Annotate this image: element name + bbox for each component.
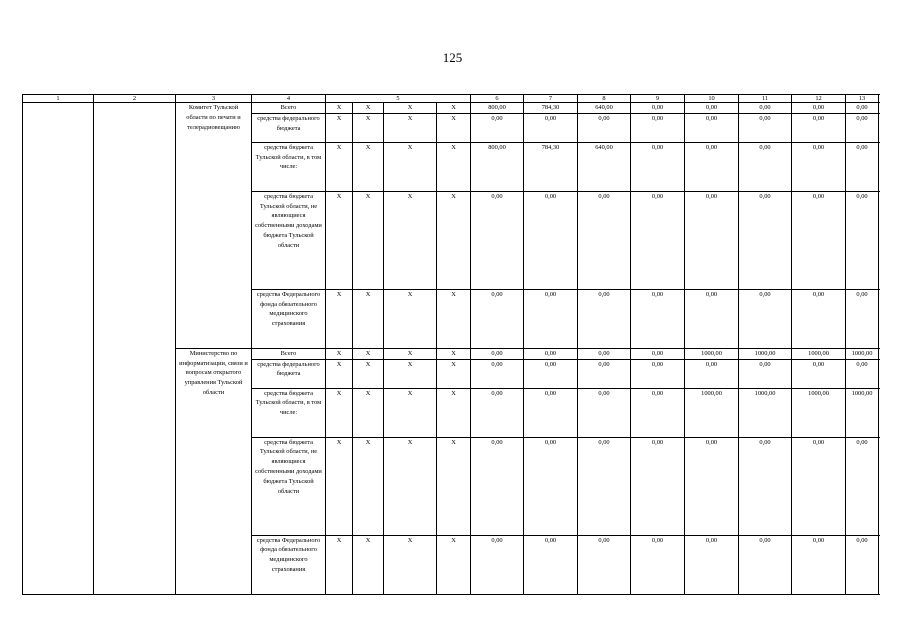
value-cell-col-6: 800,00 — [471, 103, 524, 114]
funding-source-label: средства Федерального фонда обязательного медицинского страхования — [252, 535, 326, 594]
value-cell-col-8: 0,00 — [578, 437, 631, 535]
value-cell-col-6: 0,00 — [471, 388, 524, 437]
header-cell-6: 6 — [471, 95, 524, 103]
value-cell-col-10: 1000,00 — [685, 388, 739, 437]
table-body — [23, 95, 879, 595]
funding-source-label: средства федерального бюджета — [252, 359, 326, 388]
x-mark: X — [326, 142, 353, 191]
value-cell-col-10: 0,00 — [685, 289, 739, 348]
x-mark: X — [437, 103, 471, 114]
value-cell-col-13: 0,00 — [846, 437, 879, 535]
value-cell-col-12: 0,00 — [792, 113, 846, 142]
x-mark: X — [353, 359, 384, 388]
value-cell-col-11: 1000,00 — [739, 388, 792, 437]
value-cell-col-7: 0,00 — [524, 535, 578, 594]
x-mark: X — [384, 103, 437, 114]
header-cell-11: 11 — [739, 95, 792, 103]
header-cell-8: 8 — [578, 95, 631, 103]
header-cell-13: 13 — [846, 95, 879, 103]
value-cell-col-11: 0,00 — [739, 103, 792, 114]
funding-source-label: средства бюджета Тульской области, не являющиеся собственными доходами бюджета Тульской области — [252, 191, 326, 289]
header-cell-5: 5 — [326, 95, 471, 103]
value-cell-col-10: 0,00 — [685, 437, 739, 535]
value-cell-col-6: 0,00 — [471, 359, 524, 388]
value-cell-col-12: 0,00 — [792, 142, 846, 191]
value-cell-col-12: 0,00 — [792, 535, 846, 594]
funding-source-label: средства федерального бюджета — [252, 113, 326, 142]
value-cell-col-8: 640,00 — [578, 142, 631, 191]
table-row — [23, 103, 879, 114]
value-cell-col-7: 0,00 — [524, 388, 578, 437]
value-cell-col-11: 0,00 — [739, 142, 792, 191]
header-cell-7: 7 — [524, 95, 578, 103]
x-mark: X — [353, 388, 384, 437]
funding-source-label: средства бюджета Тульской области, не являющиеся собственными доходами бюджета Тульской области — [252, 437, 326, 535]
header-cell-3: 3 — [176, 95, 252, 103]
x-mark: X — [326, 348, 353, 359]
x-mark: X — [437, 113, 471, 142]
value-cell-col-8: 0,00 — [578, 191, 631, 289]
value-cell-col-13: 0,00 — [846, 289, 879, 348]
x-mark: X — [384, 113, 437, 142]
x-mark: X — [353, 142, 384, 191]
value-cell-col-9: 0,00 — [631, 103, 685, 114]
value-cell-col-12: 0,00 — [792, 103, 846, 114]
value-cell-col-7: 0,00 — [524, 191, 578, 289]
value-cell-col-8: 0,00 — [578, 289, 631, 348]
value-cell-col-13: 0,00 — [846, 191, 879, 289]
header-cell-2: 2 — [94, 95, 176, 103]
funding-source-label: средства бюджета Тульской области, в том числе: — [252, 388, 326, 437]
funding-source-label: средства бюджета Тульской области, в том числе: — [252, 142, 326, 191]
value-cell-col-10: 1000,00 — [685, 348, 739, 359]
x-mark: X — [326, 359, 353, 388]
x-mark: X — [384, 388, 437, 437]
x-mark: X — [437, 191, 471, 289]
x-mark: X — [353, 191, 384, 289]
value-cell-col-7: 0,00 — [524, 437, 578, 535]
value-cell-col-9: 0,00 — [631, 535, 685, 594]
x-mark: X — [353, 113, 384, 142]
value-cell-col-8: 0,00 — [578, 113, 631, 142]
value-cell-col-13: 0,00 — [846, 103, 879, 114]
x-mark: X — [326, 113, 353, 142]
x-mark: X — [353, 437, 384, 535]
value-cell-col-11: 0,00 — [739, 289, 792, 348]
x-mark: X — [437, 348, 471, 359]
value-cell-col-9: 0,00 — [631, 437, 685, 535]
x-mark: X — [437, 535, 471, 594]
x-mark: X — [437, 388, 471, 437]
value-cell-col-12: 1000,00 — [792, 388, 846, 437]
header-cell-12: 12 — [792, 95, 846, 103]
x-mark: X — [353, 535, 384, 594]
value-cell-col-9: 0,00 — [631, 289, 685, 348]
value-cell-col-10: 0,00 — [685, 113, 739, 142]
x-mark: X — [326, 103, 353, 114]
x-mark: X — [326, 289, 353, 348]
header-cell-9: 9 — [631, 95, 685, 103]
x-mark: X — [353, 103, 384, 114]
value-cell-col-9: 0,00 — [631, 388, 685, 437]
x-mark: X — [353, 289, 384, 348]
value-cell-col-8: 0,00 — [578, 359, 631, 388]
funding-source-label: средства Федерального фонда обязательного медицинского страхования — [252, 289, 326, 348]
x-mark: X — [437, 142, 471, 191]
value-cell-col-11: 0,00 — [739, 437, 792, 535]
value-cell-col-7: 0,00 — [524, 113, 578, 142]
value-cell-col-7: 0,00 — [524, 359, 578, 388]
value-cell-col-13: 0,00 — [846, 113, 879, 142]
x-mark: X — [384, 142, 437, 191]
organization-name: Комитет Тульской области по печати и телерадиовещанию — [176, 103, 252, 349]
header-row — [23, 95, 879, 103]
col-2-cell — [94, 103, 176, 595]
value-cell-col-13: 1000,00 — [846, 348, 879, 359]
value-cell-col-12: 0,00 — [792, 289, 846, 348]
x-mark: X — [384, 437, 437, 535]
x-mark: X — [326, 535, 353, 594]
value-cell-col-8: 0,00 — [578, 535, 631, 594]
value-cell-col-10: 0,00 — [685, 142, 739, 191]
x-mark: X — [326, 388, 353, 437]
x-mark: X — [437, 437, 471, 535]
value-cell-col-11: 0,00 — [739, 113, 792, 142]
value-cell-col-7: 0,00 — [524, 348, 578, 359]
value-cell-col-13: 1000,00 — [846, 388, 879, 437]
value-cell-col-7: 784,30 — [524, 103, 578, 114]
value-cell-col-12: 0,00 — [792, 191, 846, 289]
value-cell-col-11: 1000,00 — [739, 348, 792, 359]
value-cell-col-8: 640,00 — [578, 103, 631, 114]
value-cell-col-9: 0,00 — [631, 142, 685, 191]
value-cell-col-13: 0,00 — [846, 359, 879, 388]
value-cell-col-6: 0,00 — [471, 348, 524, 359]
value-cell-col-9: 0,00 — [631, 359, 685, 388]
value-cell-col-12: 0,00 — [792, 359, 846, 388]
value-cell-col-13: 0,00 — [846, 535, 879, 594]
value-cell-col-8: 0,00 — [578, 388, 631, 437]
value-cell-col-11: 0,00 — [739, 535, 792, 594]
x-mark: X — [437, 289, 471, 348]
col-1-cell — [23, 103, 94, 595]
value-cell-col-11: 0,00 — [739, 191, 792, 289]
value-cell-col-12: 0,00 — [792, 437, 846, 535]
value-cell-col-7: 0,00 — [524, 289, 578, 348]
value-cell-col-10: 0,00 — [685, 359, 739, 388]
value-cell-col-7: 784,30 — [524, 142, 578, 191]
x-mark: X — [384, 289, 437, 348]
value-cell-col-10: 0,00 — [685, 103, 739, 114]
funding-source-label: Всего — [252, 103, 326, 114]
value-cell-col-10: 0,00 — [685, 191, 739, 289]
value-cell-col-6: 0,00 — [471, 535, 524, 594]
value-cell-col-10: 0,00 — [685, 535, 739, 594]
budget-table — [22, 94, 879, 595]
x-mark: X — [326, 437, 353, 535]
value-cell-col-8: 0,00 — [578, 348, 631, 359]
x-mark: X — [384, 535, 437, 594]
value-cell-col-11: 0,00 — [739, 359, 792, 388]
value-cell-col-6: 0,00 — [471, 289, 524, 348]
organization-name: Министерство по информатизации, связи и вопросам открытого управления Тульской области — [176, 348, 252, 594]
header-cell-1: 1 — [23, 95, 94, 103]
x-mark: X — [384, 348, 437, 359]
x-mark: X — [437, 359, 471, 388]
funding-source-label: Всего — [252, 348, 326, 359]
x-mark: X — [384, 359, 437, 388]
value-cell-col-13: 0,00 — [846, 142, 879, 191]
x-mark: X — [353, 348, 384, 359]
x-mark: X — [384, 191, 437, 289]
value-cell-col-9: 0,00 — [631, 191, 685, 289]
value-cell-col-6: 0,00 — [471, 437, 524, 535]
header-cell-4: 4 — [252, 95, 326, 103]
header-cell-10: 10 — [685, 95, 739, 103]
value-cell-col-12: 1000,00 — [792, 348, 846, 359]
value-cell-col-6: 800,00 — [471, 142, 524, 191]
value-cell-col-6: 0,00 — [471, 191, 524, 289]
value-cell-col-9: 0,00 — [631, 113, 685, 142]
x-mark: X — [326, 191, 353, 289]
value-cell-col-9: 0,00 — [631, 348, 685, 359]
page-number: 125 — [442, 50, 463, 65]
value-cell-col-6: 0,00 — [471, 113, 524, 142]
